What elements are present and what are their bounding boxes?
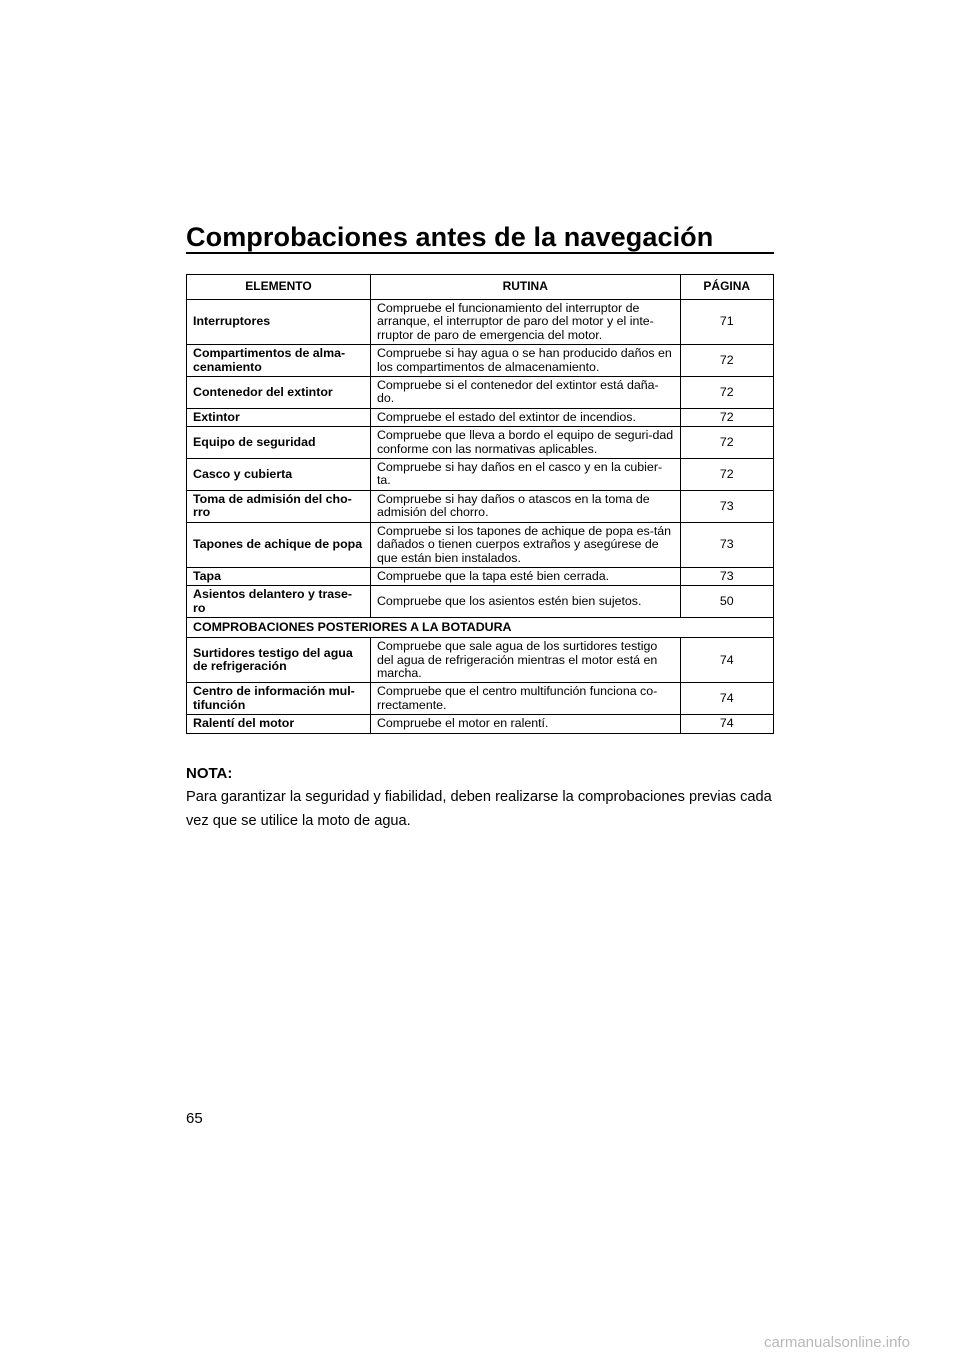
page-cell: 73 bbox=[680, 567, 773, 585]
item-cell: Toma de admisión del cho-rro bbox=[187, 490, 371, 522]
routine-cell: Compruebe que sale agua de los surtidores testigo del agua de refrigeración mientras el motor está en marcha. bbox=[370, 638, 680, 683]
note-text: Para garantizar la seguridad y fiabilidad, deben realizarse la comprobaciones previas cada vez que se utilice la moto de agua. bbox=[186, 789, 772, 829]
table-row bbox=[187, 345, 774, 377]
routine-cell: Compruebe que lleva a bordo el equipo de seguri-dad conforme con las normativas aplicables. bbox=[370, 427, 680, 459]
column-header-item: ELEMENTO bbox=[187, 275, 371, 300]
item-cell: Compartimentos de alma-cenamiento bbox=[187, 345, 371, 377]
routine-cell: Compruebe si hay daños en el casco y en la cubier-ta. bbox=[370, 459, 680, 491]
page-title: Comprobaciones antes de la navegación bbox=[186, 222, 714, 252]
table-row bbox=[187, 715, 774, 733]
page-cell: 72 bbox=[680, 377, 773, 409]
routine-cell: Compruebe que la tapa esté bien cerrada. bbox=[370, 567, 680, 585]
item-cell: Surtidores testigo del agua de refrigeración bbox=[187, 638, 371, 683]
page-cell: 71 bbox=[680, 300, 773, 345]
item-cell: Casco y cubierta bbox=[187, 459, 371, 491]
note-heading: NOTA: bbox=[186, 765, 233, 782]
routine-cell: Compruebe que los asientos estén bien sujetos. bbox=[370, 586, 680, 618]
routine-cell: Compruebe si hay daños o atascos en la toma de admisión del chorro. bbox=[370, 490, 680, 522]
table-row bbox=[187, 586, 774, 618]
item-cell: Centro de información mul-tifunción bbox=[187, 683, 371, 715]
item-cell: Tapa bbox=[187, 567, 371, 585]
page-cell: 72 bbox=[680, 345, 773, 377]
item-cell: Contenedor del extintor bbox=[187, 377, 371, 409]
checks-table bbox=[186, 274, 774, 734]
routine-cell: Compruebe si los tapones de achique de popa es-tán dañados o tienen cuerpos extraños y asegúrese de que están bien instalados. bbox=[370, 522, 680, 567]
page-cell: 73 bbox=[680, 522, 773, 567]
routine-cell: Compruebe el motor en ralentí. bbox=[370, 715, 680, 733]
item-cell: Ralentí del motor bbox=[187, 715, 371, 733]
routine-cell: Compruebe si el contenedor del extintor está daña-do. bbox=[370, 377, 680, 409]
page-cell: 74 bbox=[680, 683, 773, 715]
item-cell: Equipo de seguridad bbox=[187, 427, 371, 459]
column-header-routine: RUTINA bbox=[370, 275, 680, 300]
table-row bbox=[187, 459, 774, 491]
routine-cell: Compruebe que el centro multifunción funciona co-rrectamente. bbox=[370, 683, 680, 715]
table-row bbox=[187, 300, 774, 345]
column-header-page: PÁGINA bbox=[680, 275, 773, 300]
item-cell: Asientos delantero y trase-ro bbox=[187, 586, 371, 618]
section-label: COMPROBACIONES POSTERIORES A LA BOTADURA bbox=[187, 618, 774, 638]
table-row bbox=[187, 567, 774, 585]
table-header-row bbox=[187, 275, 774, 300]
item-cell: Interruptores bbox=[187, 300, 371, 345]
table-row bbox=[187, 638, 774, 683]
page-cell: 72 bbox=[680, 459, 773, 491]
table-row bbox=[187, 683, 774, 715]
routine-cell: Compruebe el funcionamiento del interruptor de arranque, el interruptor de paro del motor y el inte-rruptor de paro de emergencia del motor. bbox=[370, 300, 680, 345]
page-cell: 74 bbox=[680, 715, 773, 733]
title-underline bbox=[186, 252, 774, 254]
routine-cell: Compruebe si hay agua o se han producido daños en los compartimentos de almacenamiento. bbox=[370, 345, 680, 377]
section-row bbox=[187, 618, 774, 638]
watermark: carmanualsonline.info bbox=[764, 1334, 910, 1351]
item-cell: Extintor bbox=[187, 408, 371, 426]
table-row bbox=[187, 377, 774, 409]
page-number: 65 bbox=[186, 1110, 203, 1127]
page-cell: 50 bbox=[680, 586, 773, 618]
page-cell: 74 bbox=[680, 638, 773, 683]
item-cell: Tapones de achique de popa bbox=[187, 522, 371, 567]
page-cell: 73 bbox=[680, 490, 773, 522]
table-row bbox=[187, 408, 774, 426]
table-row bbox=[187, 490, 774, 522]
routine-cell: Compruebe el estado del extintor de incendios. bbox=[370, 408, 680, 426]
page-cell: 72 bbox=[680, 427, 773, 459]
page-cell: 72 bbox=[680, 408, 773, 426]
table-row bbox=[187, 522, 774, 567]
table-row bbox=[187, 427, 774, 459]
